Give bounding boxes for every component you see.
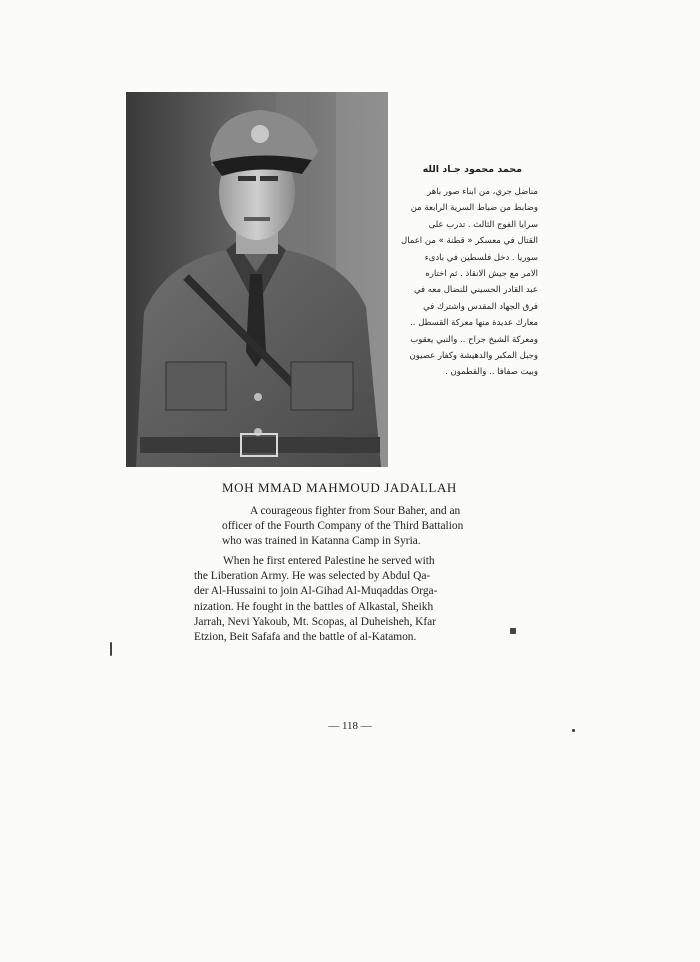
english-line: A courageous fighter from Sour Baher, and an [250,505,461,517]
arabic-line: وجبل المكبر والدهيشة وكفار عصيون [409,351,538,362]
arabic-line: ومعركة الشيخ جراح .. والنبي يعقوب [410,334,538,345]
arabic-line: سرايا الفوج الثالث . تدرب على [428,219,538,230]
arabic-line: معارك عديدة منها معركة القسطل .. [410,318,538,329]
scan-speck [572,729,575,732]
english-line: Jarrah, Nevi Yakoub, Mt. Scopas, al Duheisheh, Kfar [194,615,437,628]
english-line: the Liberation Army. He was selected by Abdul Qa- [194,570,431,583]
english-line: who was trained in Katanna Camp in Syria. [222,535,421,548]
arabic-line: فرق الجهاد المقدس واشترك في [423,301,538,312]
english-line: When he first entered Palestine he served with [223,555,435,567]
arabic-line: الامر مع جيش الانقاذ . ثم اختاره [425,269,538,280]
arabic-name-heading: محمد محمود جـاد الله [422,164,522,175]
scan-speck [110,642,112,656]
english-paragraph-2 [194,554,524,645]
arabic-line: مناضل جري، من ابناء صور باهر [427,187,538,197]
arabic-biography [400,184,538,381]
english-line: nization. He fought in the battles of Alkastal, Sheikh [194,600,434,613]
english-line: officer of the Fourth Company of the Third Battalion [222,520,464,533]
arabic-line: سوريا . دخل فلسطين في بادىء [424,252,538,263]
english-line: der Al-Hussaini to join Al-Gihad Al-Muqaddas Orga- [194,585,438,598]
english-paragraph-1 [194,504,524,550]
scan-speck [510,628,516,634]
arabic-line: وبيت صفافا .. والقطمون . [445,367,538,378]
english-line: Etzion, Beit Safafa and the battle of al-Katamon. [194,631,417,644]
arabic-line: القتال في معسكر « قطنة » من اعمال [401,236,538,247]
english-name-heading: MOH MMAD MAHMOUD JADALLAH [222,480,457,495]
arabic-line: وضابط من ضباط السرية الرابعة من [410,203,538,214]
page-number: — 118 — [328,720,372,732]
portrait-drawing [126,92,388,467]
portrait-photo [126,92,388,467]
arabic-line: عبد القادر الحسيني للنضال معه في [413,285,538,296]
